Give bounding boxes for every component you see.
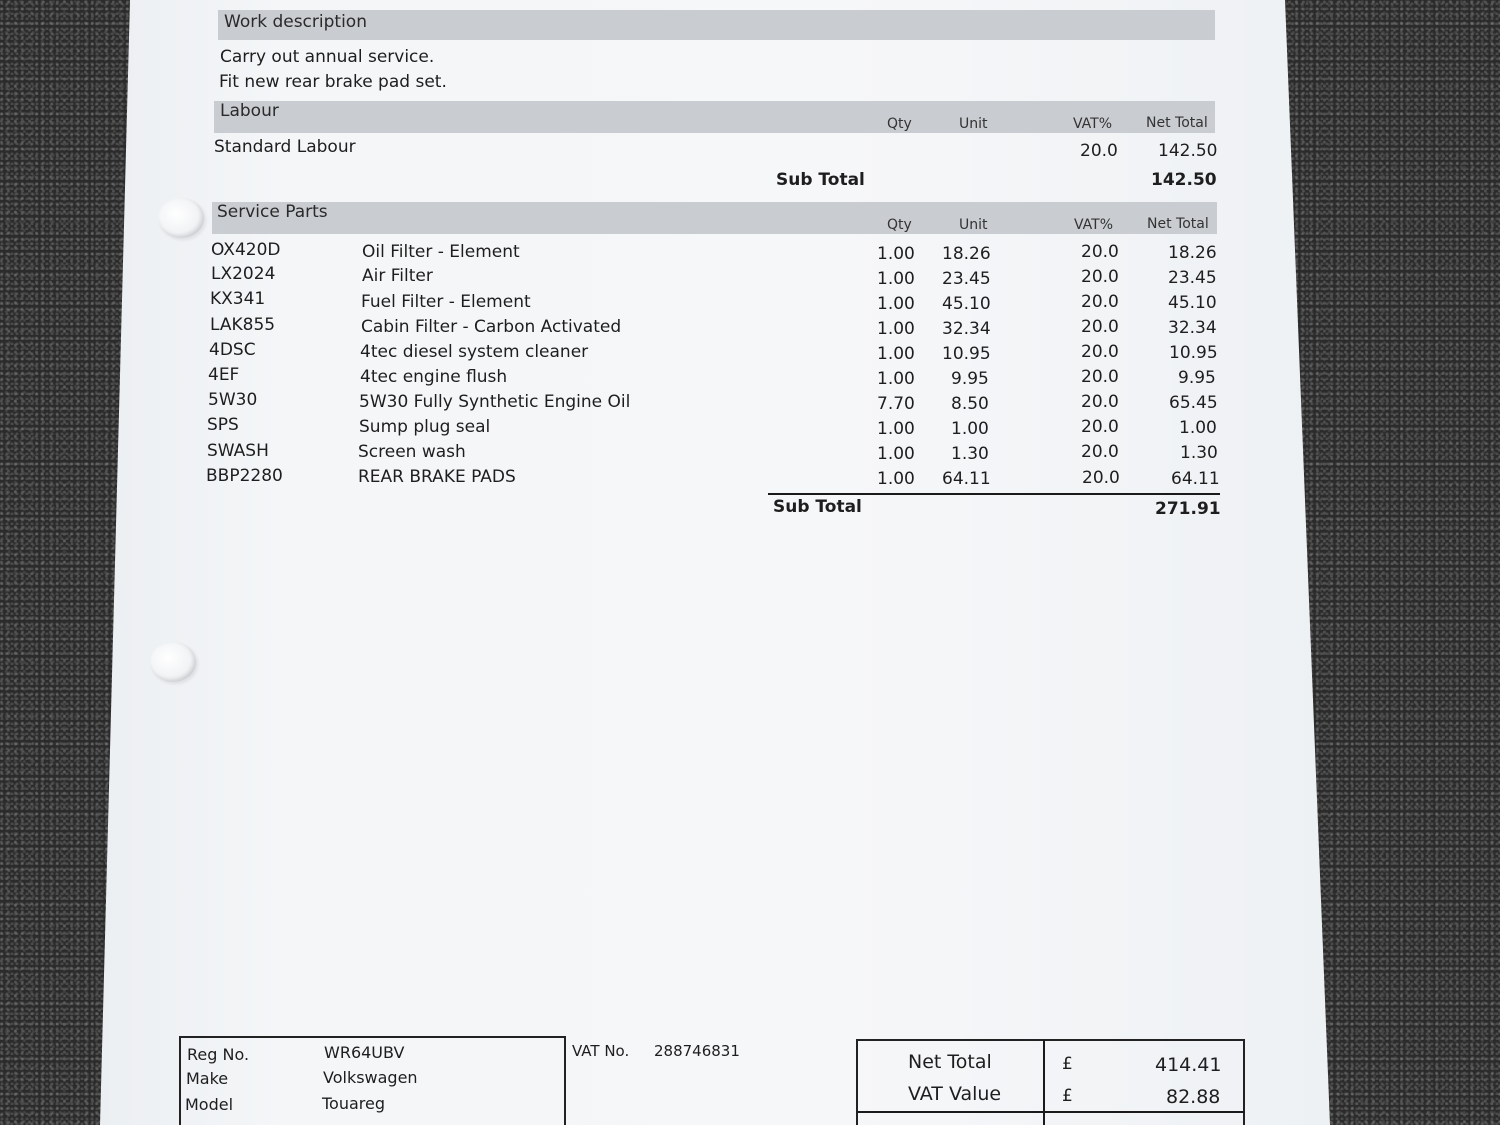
part-qty: 1.00 <box>877 419 915 439</box>
part-qty: 7.70 <box>877 394 915 414</box>
part-net: 18.26 <box>1168 243 1217 263</box>
part-description: REAR BRAKE PADS <box>358 467 516 487</box>
parts-col-qty: Qty <box>887 217 912 233</box>
part-unit: 1.30 <box>951 444 989 464</box>
work-description-line-2: Fit new rear brake pad set. <box>219 72 447 92</box>
make-label: Make <box>186 1069 229 1088</box>
part-qty: 1.00 <box>877 244 915 264</box>
labour-row-net: 142.50 <box>1158 141 1218 161</box>
labour-band <box>214 101 1215 133</box>
part-description: 4tec engine flush <box>360 367 508 387</box>
vat-number-label: VAT No. <box>572 1042 630 1060</box>
part-code: OX420D <box>211 240 281 260</box>
part-description: Fuel Filter - Element <box>361 292 531 312</box>
net-total-currency: £ <box>1062 1054 1073 1074</box>
net-total-value: 414.41 <box>1155 1054 1222 1076</box>
vat-value-label: VAT Value <box>908 1083 1002 1105</box>
labour-row-description: Standard Labour <box>214 137 356 157</box>
part-code: 4EF <box>208 365 240 385</box>
part-description: 4tec diesel system cleaner <box>360 342 589 362</box>
vat-value-amount: 82.88 <box>1166 1086 1221 1108</box>
vat-number-value: 288746831 <box>654 1042 740 1060</box>
parts-subtotal-label: Sub Total <box>773 497 862 517</box>
part-net: 65.45 <box>1169 393 1218 413</box>
labour-col-qty: Qty <box>887 116 912 132</box>
part-code: BBP2280 <box>206 466 283 486</box>
parts-col-net: Net Total <box>1147 216 1209 232</box>
part-net: 64.11 <box>1171 469 1220 489</box>
part-unit: 64.11 <box>942 469 991 489</box>
part-description: Oil Filter - Element <box>362 242 520 262</box>
part-net: 45.10 <box>1168 293 1217 313</box>
labour-subtotal-value: 142.50 <box>1151 170 1217 190</box>
labour-col-net: Net Total <box>1146 115 1208 131</box>
part-vat: 20.0 <box>1081 417 1119 437</box>
part-description: Sump plug seal <box>359 417 491 437</box>
part-unit: 10.95 <box>942 344 991 364</box>
part-qty: 1.00 <box>877 294 915 314</box>
part-unit: 32.34 <box>942 319 991 339</box>
part-code: 4DSC <box>209 340 256 360</box>
part-net: 9.95 <box>1178 368 1216 388</box>
model-value: Touareg <box>322 1094 386 1113</box>
service-parts-heading: Service Parts <box>217 202 328 222</box>
part-net: 1.00 <box>1179 418 1217 438</box>
part-net: 10.95 <box>1169 343 1218 363</box>
part-vat: 20.0 <box>1081 442 1119 462</box>
part-unit: 18.26 <box>942 244 991 264</box>
model-label: Model <box>185 1095 234 1114</box>
part-description: Cabin Filter - Carbon Activated <box>361 317 622 337</box>
work-description-heading: Work description <box>224 12 367 32</box>
part-net: 1.30 <box>1180 443 1218 463</box>
punch-hole-bottom <box>150 642 196 682</box>
part-net: 32.34 <box>1168 318 1217 338</box>
part-qty: 1.00 <box>877 269 915 289</box>
part-qty: 1.00 <box>877 319 915 339</box>
part-vat: 20.0 <box>1081 367 1119 387</box>
part-code: KX341 <box>210 289 266 309</box>
service-parts-band <box>212 202 1217 234</box>
part-description: 5W30 Fully Synthetic Engine Oil <box>359 392 631 412</box>
part-unit: 45.10 <box>942 294 991 314</box>
part-code: SPS <box>207 415 239 435</box>
parts-subtotal-rule <box>768 493 1220 495</box>
part-qty: 1.00 <box>877 344 915 364</box>
punch-hole-top <box>158 198 204 238</box>
invoice-sheet <box>100 0 1330 1125</box>
work-description-line-1: Carry out annual service. <box>220 47 435 67</box>
labour-row-vat: 20.0 <box>1080 141 1118 161</box>
reg-value: WR64UBV <box>324 1043 405 1062</box>
part-unit: 9.95 <box>951 369 989 389</box>
part-net: 23.45 <box>1168 268 1217 288</box>
part-code: LAK855 <box>210 315 276 335</box>
part-unit: 8.50 <box>951 394 989 414</box>
reg-label: Reg No. <box>187 1045 250 1064</box>
part-vat: 20.0 <box>1081 317 1119 337</box>
part-code: 5W30 <box>208 390 258 410</box>
part-vat: 20.0 <box>1081 267 1119 287</box>
labour-col-vat: VAT% <box>1073 116 1113 132</box>
make-value: Volkswagen <box>323 1068 418 1087</box>
part-qty: 1.00 <box>877 444 915 464</box>
work-description-band <box>218 10 1215 40</box>
part-unit: 1.00 <box>951 419 989 439</box>
part-qty: 1.00 <box>877 469 915 489</box>
part-vat: 20.0 <box>1081 242 1119 262</box>
part-vat: 20.0 <box>1082 468 1120 488</box>
part-description: Air Filter <box>362 266 433 286</box>
labour-col-unit: Unit <box>959 116 988 132</box>
part-unit: 23.45 <box>942 269 991 289</box>
totals-bottom-rule <box>857 1111 1245 1113</box>
part-qty: 1.00 <box>877 369 915 389</box>
labour-heading: Labour <box>220 101 279 121</box>
part-vat: 20.0 <box>1081 392 1119 412</box>
part-code: LX2024 <box>211 264 276 284</box>
part-vat: 20.0 <box>1081 292 1119 312</box>
parts-col-vat: VAT% <box>1074 217 1114 233</box>
labour-subtotal-label: Sub Total <box>776 170 865 190</box>
net-total-label: Net Total <box>908 1051 992 1073</box>
vat-value-currency: £ <box>1062 1086 1073 1106</box>
part-code: SWASH <box>207 441 269 461</box>
part-vat: 20.0 <box>1081 342 1119 362</box>
parts-col-unit: Unit <box>959 217 988 233</box>
parts-subtotal-value: 271.91 <box>1155 499 1221 519</box>
part-description: Screen wash <box>358 442 466 462</box>
